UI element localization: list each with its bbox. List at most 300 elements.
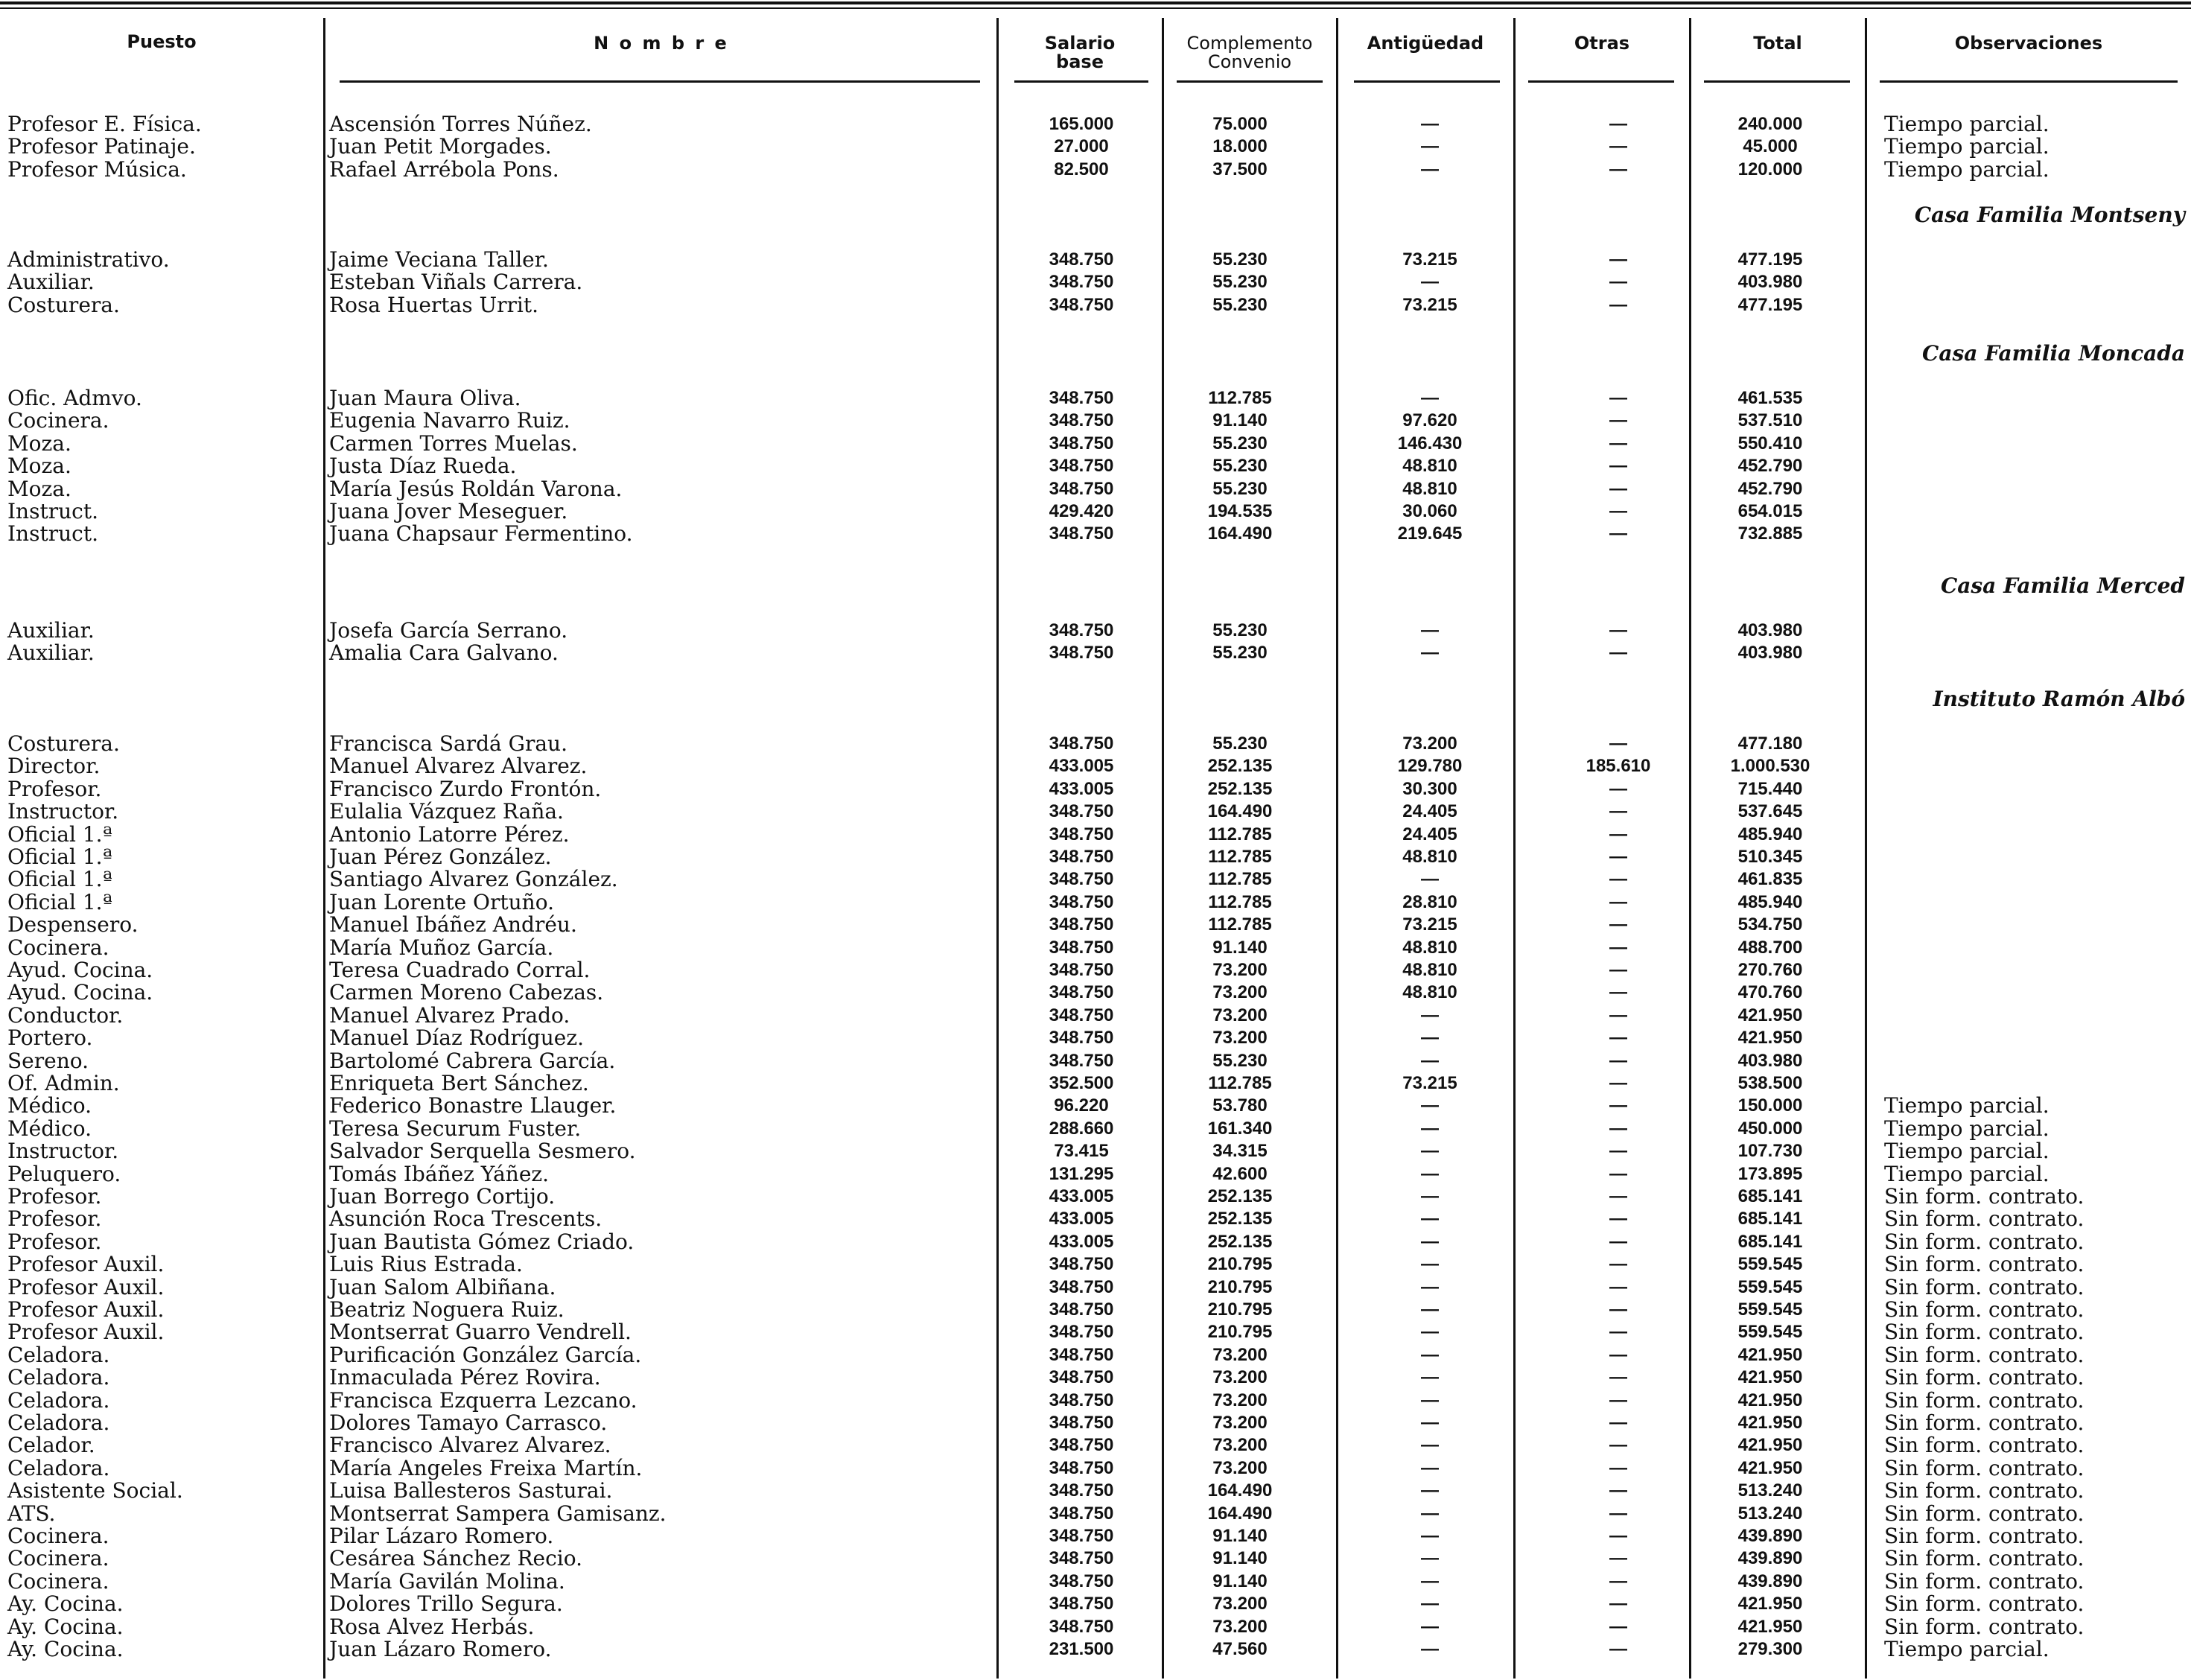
row-otras: — [1609, 1526, 1627, 1546]
row-total: 537.510 [1737, 410, 1803, 431]
row-antiguedad: — [1421, 869, 1439, 890]
row-antiguedad: 24.405 [1402, 801, 1457, 822]
row-antiguedad: — [1421, 1571, 1439, 1591]
row-salario-base: 348.750 [1049, 1276, 1114, 1297]
table-row [0, 1344, 2191, 1366]
row-antiguedad: — [1421, 1254, 1439, 1275]
row-salario-base: 348.750 [1049, 1503, 1114, 1524]
table-row [0, 1072, 2191, 1095]
row-antiguedad: — [1421, 1526, 1439, 1546]
table-row [0, 1434, 2191, 1457]
row-total: 510.345 [1737, 847, 1803, 867]
table-row [0, 430, 2191, 456]
row-complemento: 73.200 [1212, 1344, 1268, 1365]
row-salario-base: 433.005 [1049, 1186, 1114, 1206]
row-otras: 185.610 [1586, 756, 1651, 777]
row-puesto: Moza. [7, 454, 71, 479]
row-salario-base: 348.750 [1049, 1480, 1114, 1501]
row-puesto: Profesor. [7, 1184, 102, 1209]
row-total: 439.890 [1737, 1526, 1803, 1546]
table-row [0, 113, 2191, 136]
row-observaciones: Sin form. contrato. [1884, 1206, 2085, 1232]
row-otras: — [1609, 1299, 1627, 1320]
row-nombre: Esteban Viñals Carrera. [329, 270, 583, 295]
row-complemento: 47.560 [1212, 1639, 1268, 1659]
row-salario-base: 288.660 [1049, 1118, 1114, 1139]
row-total: 421.950 [1737, 1616, 1803, 1637]
row-otras: — [1609, 1163, 1627, 1184]
row-total: 477.195 [1737, 249, 1803, 270]
table-row [0, 1140, 2191, 1162]
row-nombre: Manuel Alvarez Prado. [329, 1002, 570, 1028]
row-puesto: Profesor Auxil. [7, 1297, 165, 1322]
row-total: 421.950 [1737, 1390, 1803, 1410]
row-otras: — [1609, 1254, 1627, 1275]
row-otras: — [1609, 294, 1627, 315]
row-puesto: Moza. [7, 430, 71, 456]
row-nombre: Montserrat Sampera Gamisanz. [329, 1501, 667, 1526]
row-complemento: 55.230 [1212, 643, 1268, 664]
row-total: 538.500 [1737, 1073, 1803, 1093]
row-total: 270.760 [1737, 960, 1803, 980]
table-row [0, 1593, 2191, 1615]
row-total: 534.750 [1737, 914, 1803, 935]
table-row [0, 1366, 2191, 1389]
row-otras: — [1609, 1548, 1627, 1569]
row-complemento: 55.230 [1212, 294, 1268, 315]
row-nombre: Inmaculada Pérez Rovira. [329, 1365, 601, 1390]
row-otras: — [1609, 1367, 1627, 1388]
row-antiguedad: — [1421, 1457, 1439, 1478]
header-underline [1354, 80, 1500, 83]
row-complemento: 112.785 [1208, 1073, 1272, 1093]
row-salario-base: 348.750 [1049, 847, 1114, 867]
row-antiguedad: — [1421, 1186, 1439, 1206]
row-complemento: 161.340 [1207, 1118, 1273, 1139]
row-salario-base: 348.750 [1049, 1526, 1114, 1546]
row-complemento: 210.795 [1207, 1254, 1273, 1275]
row-antiguedad: — [1421, 1344, 1439, 1365]
row-total: 421.950 [1737, 1344, 1803, 1365]
row-salario-base: 348.750 [1049, 1344, 1114, 1365]
row-complemento: 37.500 [1212, 159, 1268, 179]
table-row [0, 1231, 2191, 1253]
row-antiguedad: 129.780 [1397, 756, 1463, 777]
row-otras: — [1609, 456, 1627, 477]
row-salario-base: 165.000 [1049, 114, 1114, 134]
row-total: 685.141 [1737, 1186, 1803, 1206]
row-total: 732.885 [1737, 524, 1803, 544]
row-nombre: Francisco Alvarez Alvarez. [329, 1433, 611, 1458]
row-total: 550.410 [1737, 433, 1803, 454]
row-puesto: Instructor. [7, 799, 119, 824]
row-total: 150.000 [1737, 1095, 1803, 1116]
table-row [0, 136, 2191, 158]
row-complemento: 210.795 [1207, 1299, 1273, 1320]
row-total: 485.940 [1737, 891, 1803, 912]
row-nombre: Francisca Sardá Grau. [329, 731, 567, 756]
row-complemento: 164.490 [1207, 1503, 1273, 1524]
row-salario-base: 348.750 [1049, 1367, 1114, 1388]
table-row [0, 1208, 2191, 1230]
row-nombre: Juana Chapsaur Fermentino. [329, 521, 633, 547]
row-nombre: Montserrat Guarro Vendrell. [329, 1320, 632, 1345]
row-nombre: Josefa García Serrano. [329, 618, 568, 643]
row-total: 45.000 [1743, 136, 1798, 157]
row-observaciones: Sin form. contrato. [1884, 1568, 2085, 1594]
row-otras: — [1609, 847, 1627, 867]
table-row [0, 914, 2191, 936]
row-puesto: Director. [7, 754, 101, 779]
row-antiguedad: — [1421, 1299, 1439, 1320]
row-puesto: Profesor. [7, 1229, 102, 1254]
row-complemento: 53.780 [1212, 1095, 1268, 1116]
row-total: 439.890 [1737, 1548, 1803, 1569]
row-puesto: Oficial 1.ª [7, 889, 112, 914]
row-complemento: 73.200 [1212, 960, 1268, 980]
top-rule-thick [0, 1, 2191, 4]
row-salario-base: 348.750 [1049, 1299, 1114, 1320]
row-puesto: Profesor E. Física. [7, 112, 202, 136]
row-complemento: 42.600 [1212, 1163, 1268, 1184]
row-otras: — [1609, 1616, 1627, 1637]
row-antiguedad: 73.215 [1402, 1073, 1457, 1093]
row-observaciones: Sin form. contrato. [1884, 1591, 2085, 1617]
row-observaciones: Sin form. contrato. [1884, 1546, 2085, 1571]
header-salario-line1: Salario [1044, 33, 1116, 54]
row-salario-base: 348.750 [1049, 982, 1114, 1003]
row-nombre: Eulalia Vázquez Raña. [329, 799, 564, 824]
row-otras: — [1609, 249, 1627, 270]
row-complemento: 34.315 [1212, 1141, 1268, 1162]
row-puesto: Oficial 1.ª [7, 821, 112, 847]
row-otras: — [1609, 620, 1627, 640]
row-total: 173.895 [1737, 1163, 1803, 1184]
row-nombre: Juan Petit Morgades. [329, 134, 552, 159]
row-puesto: Administrativo. [7, 247, 170, 272]
row-nombre: Teresa Securum Fuster. [329, 1116, 582, 1141]
row-complemento: 112.785 [1208, 388, 1272, 408]
row-complemento: 91.140 [1212, 937, 1268, 958]
row-complemento: 73.200 [1212, 1413, 1268, 1433]
row-antiguedad: — [1421, 1322, 1439, 1343]
row-nombre: Carmen Torres Muelas. [329, 430, 578, 456]
table-row [0, 1095, 2191, 1117]
row-otras: — [1609, 1480, 1627, 1501]
table-row [0, 1050, 2191, 1072]
row-complemento: 73.200 [1212, 982, 1268, 1003]
row-salario-base: 348.750 [1049, 1050, 1114, 1071]
row-total: 421.950 [1737, 1028, 1803, 1049]
row-total: 685.141 [1737, 1209, 1803, 1229]
table-row [0, 1276, 2191, 1299]
row-antiguedad: 48.810 [1402, 478, 1457, 499]
row-puesto: Médico. [7, 1116, 92, 1141]
row-nombre: Teresa Cuadrado Corral. [329, 958, 591, 982]
row-antiguedad: — [1421, 1231, 1439, 1252]
row-nombre: Juana Jover Meseguer. [329, 499, 568, 524]
row-nombre: Jaime Veciana Taller. [329, 247, 549, 272]
section-title: Casa Familia Moncada [1922, 341, 2185, 366]
row-salario-base: 348.750 [1049, 960, 1114, 980]
row-salario-base: 348.750 [1049, 914, 1114, 935]
row-salario-base: 348.750 [1049, 1322, 1114, 1343]
row-nombre: Carmen Moreno Cabezas. [329, 980, 604, 1005]
row-puesto: Profesor. [7, 1206, 102, 1232]
row-salario-base: 348.750 [1049, 249, 1114, 270]
row-otras: — [1609, 937, 1627, 958]
header-total: Total [1753, 33, 1802, 54]
row-otras: — [1609, 1141, 1627, 1162]
table-row [0, 249, 2191, 271]
row-complemento: 164.490 [1207, 1480, 1273, 1501]
row-antiguedad: — [1421, 1548, 1439, 1569]
row-total: 513.240 [1737, 1480, 1803, 1501]
row-otras: — [1609, 1118, 1627, 1139]
row-salario-base: 348.750 [1049, 1616, 1114, 1637]
table-row [0, 1480, 2191, 1502]
table-row [0, 1387, 2191, 1413]
table-row [0, 620, 2191, 642]
row-salario-base: 348.750 [1049, 478, 1114, 499]
row-puesto: Instruct. [7, 499, 98, 524]
row-antiguedad: — [1421, 1276, 1439, 1297]
table-row [0, 1525, 2191, 1547]
row-antiguedad: 73.215 [1402, 294, 1457, 315]
row-nombre: Justa Díaz Rueda. [329, 454, 517, 479]
row-puesto: ATS. [7, 1501, 56, 1526]
row-total: 488.700 [1737, 937, 1803, 958]
row-puesto: Celadora. [7, 1410, 110, 1435]
table-row [0, 846, 2191, 868]
row-salario-base: 82.500 [1054, 159, 1109, 179]
table-row [0, 733, 2191, 755]
row-antiguedad: — [1421, 1480, 1439, 1501]
row-complemento: 164.490 [1207, 801, 1273, 822]
row-puesto: Cocinera. [7, 935, 109, 960]
table-row [0, 455, 2191, 477]
row-antiguedad: — [1421, 1616, 1439, 1637]
row-otras: — [1609, 734, 1627, 754]
table-row [0, 410, 2191, 432]
row-complemento: 252.135 [1207, 1209, 1273, 1229]
row-antiguedad: 48.810 [1402, 982, 1457, 1003]
row-total: 403.980 [1737, 1050, 1803, 1071]
header-otras: Otras [1574, 33, 1630, 54]
row-otras: — [1609, 478, 1627, 499]
table-row [0, 937, 2191, 959]
row-complemento: 55.230 [1212, 734, 1268, 754]
row-otras: — [1609, 159, 1627, 179]
table-row [0, 1118, 2191, 1140]
row-salario-base: 96.220 [1054, 1095, 1109, 1116]
table-row [0, 801, 2191, 823]
row-total: 421.950 [1737, 1435, 1803, 1456]
row-complemento: 55.230 [1212, 433, 1268, 454]
row-salario-base: 348.750 [1049, 1457, 1114, 1478]
row-salario-base: 348.750 [1049, 410, 1114, 431]
row-antiguedad: — [1421, 1413, 1439, 1433]
row-antiguedad: 48.810 [1402, 456, 1457, 477]
row-complemento: 18.000 [1212, 136, 1268, 157]
row-salario-base: 429.420 [1049, 501, 1114, 521]
row-observaciones: Tiempo parcial. [1884, 134, 2050, 159]
row-total: 461.835 [1737, 869, 1803, 890]
row-puesto: Sereno. [7, 1048, 89, 1073]
row-antiguedad: — [1421, 136, 1439, 157]
row-nombre: Salvador Serquella Sesmero. [329, 1139, 636, 1164]
header-observaciones: Observaciones [1954, 33, 2103, 54]
row-total: 477.195 [1737, 294, 1803, 315]
row-observaciones: Sin form. contrato. [1884, 1229, 2085, 1254]
row-total: 120.000 [1737, 159, 1803, 179]
row-salario-base: 348.750 [1049, 1594, 1114, 1614]
row-total: 537.645 [1737, 801, 1803, 822]
table-row [0, 755, 2191, 777]
row-nombre: Juan Pérez González. [329, 844, 552, 869]
row-observaciones: Sin form. contrato. [1884, 1501, 2085, 1526]
row-antiguedad: — [1421, 1435, 1439, 1456]
row-complemento: 112.785 [1208, 824, 1272, 844]
row-puesto: Celador. [7, 1433, 95, 1458]
row-otras: — [1609, 1186, 1627, 1206]
row-puesto: Ay. Cocina. [7, 1637, 124, 1661]
row-otras: — [1609, 1344, 1627, 1365]
table-row [0, 1568, 2191, 1594]
row-salario-base: 348.750 [1049, 456, 1114, 477]
row-complemento: 252.135 [1207, 756, 1273, 777]
row-observaciones: Sin form. contrato. [1884, 1455, 2085, 1480]
row-puesto: Asistente Social. [7, 1478, 183, 1504]
row-puesto: Profesor. [7, 776, 102, 801]
row-otras: — [1609, 1028, 1627, 1049]
row-observaciones: Tiempo parcial. [1884, 1637, 2050, 1661]
row-puesto: Ofic. Admvo. [7, 386, 142, 410]
row-puesto: Profesor Patinaje. [7, 134, 196, 159]
row-nombre: María Jesús Roldán Varona. [329, 476, 623, 501]
row-otras: — [1609, 1594, 1627, 1614]
row-nombre: Tomás Ibáñez Yáñez. [329, 1161, 550, 1186]
row-complemento: 91.140 [1212, 1526, 1268, 1546]
row-antiguedad: — [1421, 272, 1439, 293]
header-salario-line2: base [1056, 51, 1104, 72]
row-complemento: 112.785 [1208, 847, 1272, 867]
row-complemento: 73.200 [1212, 1457, 1268, 1478]
row-salario-base: 231.500 [1049, 1639, 1114, 1659]
row-salario-base: 348.750 [1049, 1254, 1114, 1275]
header-complemento-convenio [1163, 34, 1336, 71]
row-puesto: Auxiliar. [7, 640, 95, 666]
row-puesto: Cocinera. [7, 1546, 109, 1571]
row-antiguedad: 73.200 [1402, 734, 1457, 754]
table-row [0, 1299, 2191, 1321]
row-observaciones: Sin form. contrato. [1884, 1320, 2085, 1345]
top-rule-thin [0, 7, 2191, 9]
row-otras: — [1609, 643, 1627, 664]
row-antiguedad: 48.810 [1402, 847, 1457, 867]
row-puesto: Profesor Música. [7, 156, 187, 182]
row-otras: — [1609, 1322, 1627, 1343]
row-antiguedad: — [1421, 1390, 1439, 1410]
row-nombre: Cesárea Sánchez Recio. [329, 1546, 583, 1571]
row-puesto: Costurera. [7, 292, 120, 317]
row-total: 452.790 [1737, 456, 1803, 477]
row-nombre: Amalia Cara Galvano. [329, 640, 559, 666]
row-total: 559.545 [1737, 1299, 1803, 1320]
row-observaciones: Sin form. contrato. [1884, 1252, 2085, 1277]
row-salario-base: 73.415 [1054, 1141, 1109, 1162]
row-salario-base: 348.750 [1049, 433, 1114, 454]
table-row [0, 1412, 2191, 1434]
header-nombre: N o m b r e [594, 33, 729, 54]
row-total: 403.980 [1737, 620, 1803, 640]
row-nombre: Eugenia Navarro Ruiz. [329, 408, 570, 433]
row-antiguedad: — [1421, 1141, 1439, 1162]
row-puesto: Moza. [7, 476, 71, 501]
row-antiguedad: — [1421, 1209, 1439, 1229]
row-antiguedad: — [1421, 1028, 1439, 1049]
row-antiguedad: — [1421, 620, 1439, 640]
row-salario-base: 348.750 [1049, 1413, 1114, 1433]
row-complemento: 112.785 [1208, 914, 1272, 935]
table-row [0, 1163, 2191, 1186]
row-total: 240.000 [1737, 114, 1803, 134]
row-complemento: 73.200 [1212, 1367, 1268, 1388]
row-nombre: Manuel Ibáñez Andréu. [329, 912, 577, 938]
table-row [0, 821, 2191, 847]
row-complemento: 112.785 [1208, 869, 1272, 890]
row-salario-base: 27.000 [1054, 136, 1109, 157]
row-observaciones: Tiempo parcial. [1884, 1161, 2050, 1186]
row-puesto: Médico. [7, 1093, 92, 1119]
table-row [0, 1547, 2191, 1570]
row-nombre: Enriqueta Bert Sánchez. [329, 1071, 589, 1095]
row-puesto: Cocinera. [7, 408, 109, 433]
row-antiguedad: — [1421, 1639, 1439, 1659]
row-puesto: Oficial 1.ª [7, 844, 112, 869]
table-row [0, 959, 2191, 981]
row-complemento: 75.000 [1212, 114, 1268, 134]
row-observaciones: Sin form. contrato. [1884, 1410, 2085, 1435]
row-total: 654.015 [1737, 501, 1803, 521]
row-puesto: Celadora. [7, 1365, 110, 1390]
table-row [0, 294, 2191, 316]
row-complemento: 73.200 [1212, 1005, 1268, 1025]
row-nombre: Luisa Ballesteros Sasturai. [329, 1478, 613, 1504]
row-total: 279.300 [1737, 1639, 1803, 1659]
header-puesto: Puesto [127, 31, 197, 52]
row-puesto: Conductor. [7, 1002, 124, 1028]
row-nombre: Rosa Huertas Urrit. [329, 292, 538, 317]
row-antiguedad: — [1421, 643, 1439, 664]
header-complemento-line2: Convenio [1207, 51, 1292, 72]
row-otras: — [1609, 914, 1627, 935]
row-total: 559.545 [1737, 1276, 1803, 1297]
row-total: 477.180 [1737, 734, 1803, 754]
row-nombre: María Angeles Freixa Martín. [329, 1455, 643, 1480]
table-row [0, 1027, 2191, 1049]
row-otras: — [1609, 869, 1627, 890]
row-antiguedad: — [1421, 1163, 1439, 1184]
row-salario-base: 352.500 [1049, 1073, 1114, 1093]
row-total: 715.440 [1737, 778, 1803, 799]
table-row [0, 523, 2191, 545]
row-salario-base: 433.005 [1049, 756, 1114, 777]
row-nombre: Luis Rius Estrada. [329, 1252, 523, 1277]
row-nombre: Federico Bonastre Llauger. [329, 1093, 617, 1119]
row-puesto: Profesor Auxil. [7, 1320, 165, 1345]
row-antiguedad: 219.645 [1397, 524, 1463, 544]
